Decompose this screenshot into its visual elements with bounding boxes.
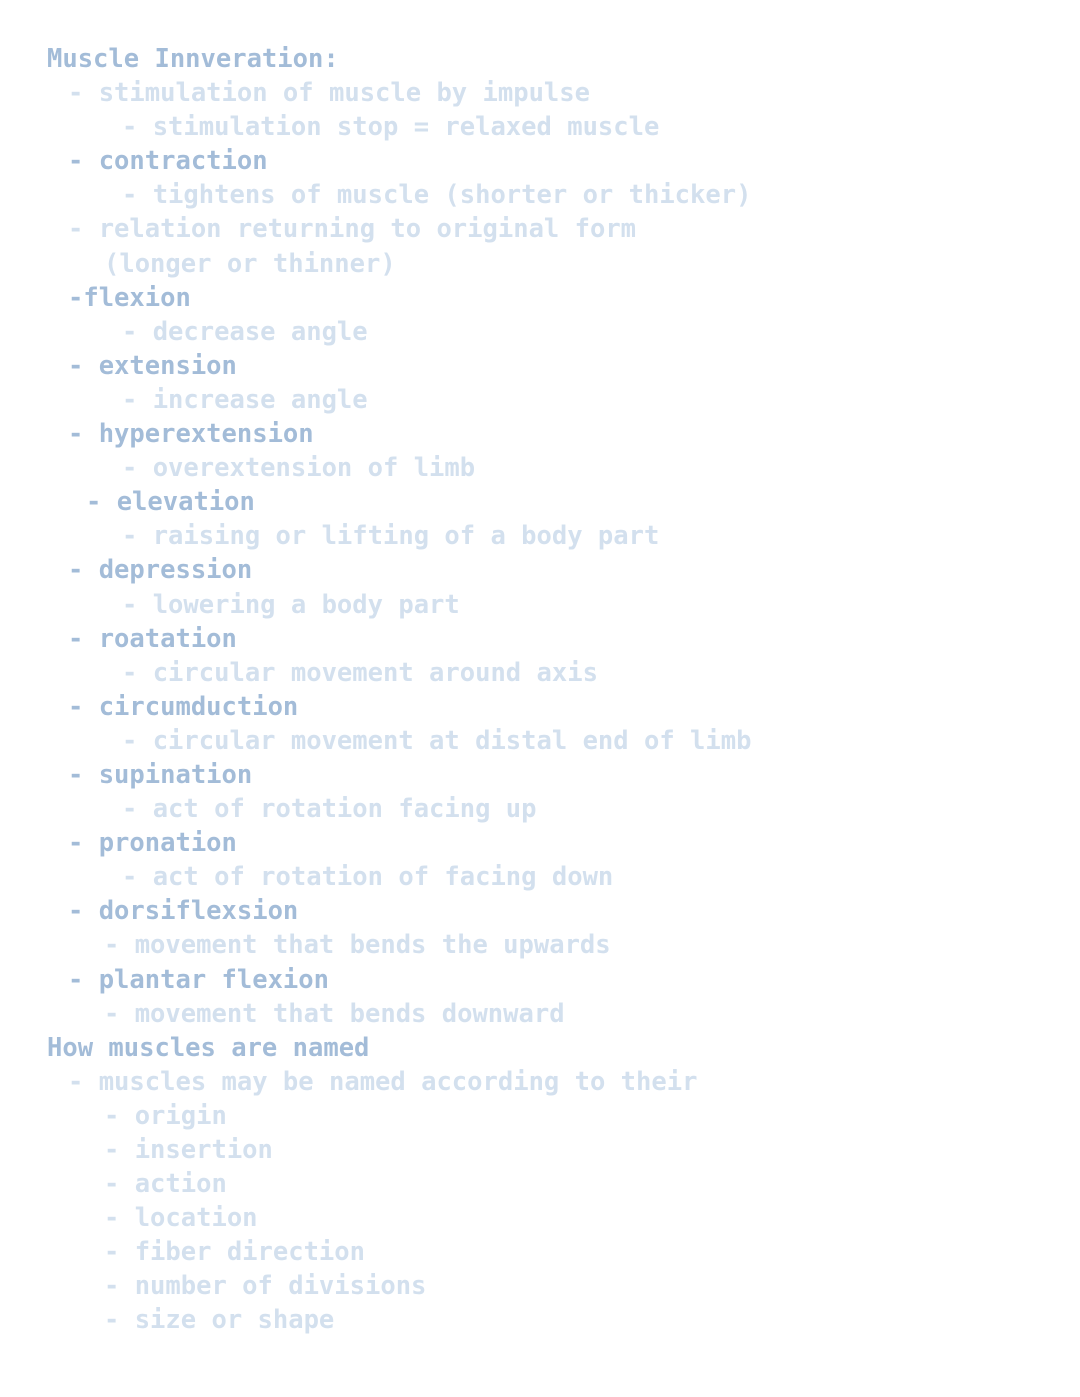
definition-item: - tightens of muscle (shorter or thicker): [122, 180, 752, 211]
term-item: - contraction: [68, 146, 268, 177]
definition-item: - size or shape: [104, 1305, 335, 1336]
definition-item: - increase angle: [122, 384, 368, 415]
definition-item: - stimulation of muscle by impulse: [68, 78, 590, 109]
definition-item: - circular movement at distal end of limb: [122, 725, 752, 756]
section-heading: How muscles are named: [47, 1032, 370, 1063]
term-item: - plantar flexion: [68, 964, 329, 995]
section-heading: Muscle Innveration:: [47, 44, 339, 74]
term-item: - dorsiflexsion: [68, 896, 299, 927]
term-item: - extension: [68, 350, 237, 381]
term-item: - pronation: [68, 828, 237, 859]
definition-item: - stimulation stop = relaxed muscle: [122, 112, 660, 143]
definition-item: - origin: [104, 1100, 227, 1131]
term-item: - hyperextension: [68, 419, 314, 450]
definition-item: - act of rotation facing up: [122, 794, 537, 825]
definition-item: - movement that bends downward: [104, 998, 565, 1029]
definition-item: - relation returning to original form: [68, 214, 637, 245]
definition-item: - location: [104, 1203, 258, 1234]
term-item: - elevation: [86, 487, 255, 518]
notes-document: [0, 42, 1080, 1338]
term-item: - depression: [68, 555, 253, 586]
definition-item: - movement that bends the upwards: [104, 930, 611, 961]
definition-item: - lowering a body part: [122, 589, 460, 620]
definition-item: - action: [104, 1169, 227, 1200]
definition-item: - number of divisions: [104, 1271, 427, 1302]
term-item: - supination: [68, 759, 253, 790]
definition-item: (longer or thinner): [104, 248, 396, 279]
definition-item: - decrease angle: [122, 316, 368, 347]
definition-item: - insertion: [104, 1135, 273, 1165]
term-item: - roatation: [68, 623, 237, 654]
definition-item: - muscles may be named according to their: [68, 1066, 698, 1097]
definition-item: - circular movement around axis: [122, 657, 598, 688]
definition-item: - fiber direction: [104, 1237, 365, 1268]
definition-item: - overextension of limb: [122, 453, 476, 484]
definition-item: - act of rotation of facing down: [122, 862, 614, 893]
definition-item: - raising or lifting of a body part: [122, 521, 660, 552]
term-item: - circumduction: [68, 691, 299, 722]
term-item: -flexion: [68, 282, 191, 313]
